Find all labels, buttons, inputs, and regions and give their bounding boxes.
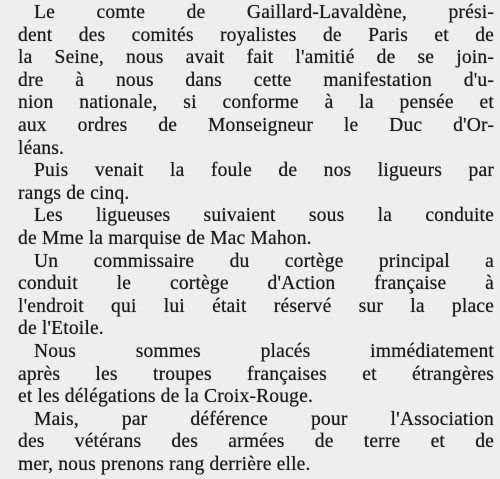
text-line: de Mme la marquise de Mac Mahon. [18,227,312,249]
text-line: l'endroit qui lui était réservé sur la place [18,295,494,317]
text-line: léans. [18,137,65,159]
text-line: et les délégations de la Croix-Rouge. [18,386,314,408]
paragraph-placement [18,341,494,409]
paragraph-ligueurs [18,160,494,205]
text-line: conduit le cortège d'Action française à [18,273,494,295]
text-line: rangs de cinq. [18,182,130,204]
text-line: Nous sommes placés immédiatement [34,340,494,362]
text-line: dre à nous dans cette manifestation d'u- [18,69,494,91]
paragraph-ligueuses [18,205,494,250]
text-line: nion nationale, si conforme à la pensée et [18,92,494,114]
paragraph-deference [18,409,494,477]
text-line: Les ligueuses suivaient sous la conduite [34,205,494,227]
text-line: Puis venait la foule de nos ligueurs par [34,160,494,182]
paragraph-gaillard-lavaldene [18,2,494,160]
text-line: de l'Etoile. [18,318,104,340]
text-line: la Seine, nous avait fait l'amitié de se join- [18,47,494,69]
text-line: des vétérans des armées de terre et de [18,431,494,453]
text-line: mer, nous prenons rang derrière elle. [18,453,311,475]
text-line: après les troupes françaises et étrangères [18,363,494,385]
text-line: Mais, par déférence pour l'Association [34,408,494,430]
text-line: dent des comités royalistes de Paris et de [18,24,494,46]
text-line: Un commissaire du cortège principal a [34,250,494,272]
text-line: aux ordres de Monseigneur le Duc d'Or- [18,114,494,136]
paragraph-commissaire [18,251,494,341]
text-line: Le comte de Gaillard-Lavaldène, prési- [34,2,494,23]
